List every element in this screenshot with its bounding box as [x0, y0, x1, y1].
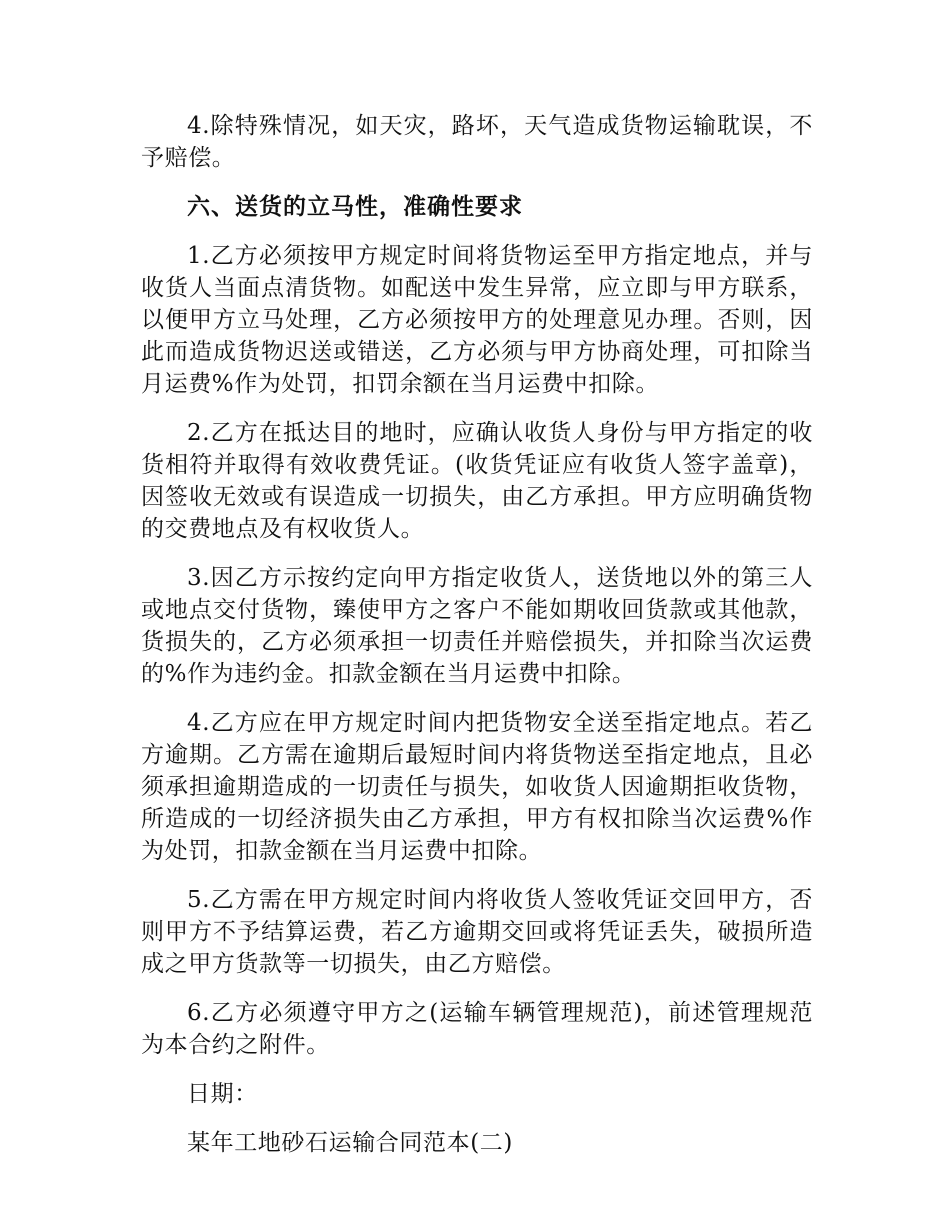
clause-item-2: 2.乙方在抵达目的地时，应确认收货人身份与甲方指定的收货相符并取得有效收费凭证。(收货凭证应有收货人签字盖章)，因签收无效或有误造成一切损失，由乙方承担。甲方应明确货物的交费地点及有权收货人。 [141, 420, 813, 542]
next-document-title: 某年工地砂石运输合同范本(二) [187, 1130, 513, 1156]
document-body [141, 110, 813, 1176]
clause-item-5: 5.乙方需在甲方规定时间内将收货人签收凭证交回甲方，否则甲方不予结算运费，若乙方逾期交回或将凭证丢失，破损所造成之甲方货款等一切损失，由乙方赔偿。 [141, 887, 813, 977]
clause-item-4: 4.乙方应在甲方规定时间内把货物安全送至指定地点。若乙方逾期。乙方需在逾期后最短时间内将货物送至指定地点，且必须承担逾期造成的一切责任与损失，如收货人因逾期拒收货物，所造成的一切经济损失由乙方承担，甲方有权扣除当次运费%作为处罚，扣款金额在当月运费中扣除。 [141, 710, 813, 864]
clause-item-3: 3.因乙方示按约定向甲方指定收货人，送货地以外的第三人或地点交付货物，臻使甲方之客户不能如期收回货款或其他款，货损失的，乙方必须承担一切责任并赔偿损失，并扣除当次运费的%作为违约金。扣款金额在当月运费中扣除。 [141, 565, 813, 687]
date-label: 日期： [187, 1081, 258, 1107]
section-heading: 六、送货的立马性，准确性要求 [187, 193, 523, 220]
clause-item-6: 6.乙方必须遵守甲方之(运输车辆管理规范)，前述管理规范为本合约之附件。 [141, 1000, 813, 1058]
paragraph-compensation-exception: 4.除特殊情况，如天灾，路坏，天气造成货物运输耽误，不予赔偿。 [141, 113, 813, 171]
clause-item-1: 1.乙方必须按甲方规定时间将货物运至甲方指定地点，并与收货人当面点清货物。如配送中发生异常，应立即与甲方联系，以便甲方立马处理，乙方必须按甲方的处理意见办理。否则，因此而造成货物迟送或错送，乙方必须与甲方协商处理，可扣除当月运费%作为处罚，扣罚余额在当月运费中扣除。 [141, 243, 813, 397]
